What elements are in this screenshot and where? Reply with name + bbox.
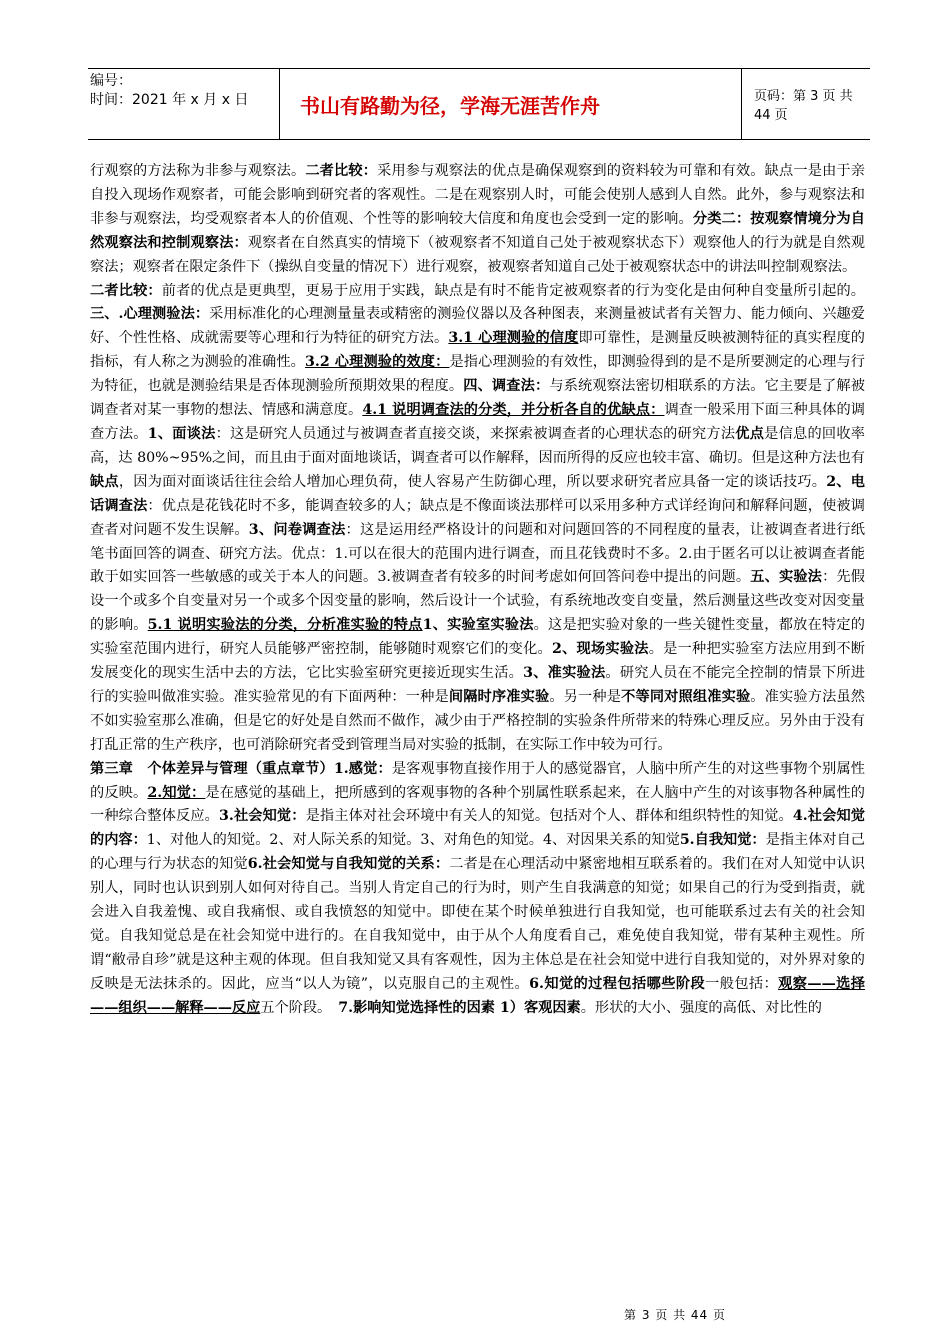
underlined-heading: 2.知觉： (147, 784, 206, 801)
text-run: ：这是运用经严格设计的问题和对问题回答的不同程度的量表，让被调查者进行纸笔书面回答的调查、研究方法。优点：1.可以在很大的范围内进行调查，而且花钱费时不多。2.由于匿名可以让被调查者能敢于如实回答一些敏感的或关于本人的问题。3.被调查者有较多的时间考虑如何回答问卷中提出的问题。 (90, 521, 865, 586)
text-run: 。研究人员在不能完全控制的情景下所进行的实验叫做准实验。准实验常见的有下面两种：一种是 (90, 665, 865, 705)
bold-heading: 二者比较： (90, 282, 162, 299)
text-run: 是指主体对自己的心理与行为状态的知觉 (90, 832, 865, 873)
bold-term: 间隔时序准实验 (448, 688, 550, 705)
text-run: ，因为面对面谈话往往会给人增加心理负荷，使人容易产生防御心理，所以要求研究者应具备一定的谈话技巧。 (118, 473, 827, 490)
document-body (90, 160, 865, 1296)
body-paragraph (90, 160, 865, 758)
text-run: 二者是在心理活动中紧密地相互联系着的。我们在对人知觉中认识别人，同时也认识到别人如何对待自己。当别人肯定自己的行为时，则产生自我满意的知觉；如果自己的行为受到指责，就会进入自我羞愧、或自我痛恨、或自我愤怒的知觉中。即使在某个时候单独进行自我知觉，也可能联系过去有关的社会知觉。自我知觉总是在社会知觉中进行的。在自我知觉中，由于从个人角度看自己，难免使自我知觉，带有某种主观性。所谓“敝帚自珍”就是这种主观的体现。但自我知觉又具有客观性，因为主体总是在社会知觉中进行自我知觉的，对外界对象的反映是无法抹杀的。因此，应当“以人为镜”，以克服自己的主观性。 (90, 856, 865, 992)
bold-heading: 3、问卷调查法 (248, 521, 346, 538)
underlined-heading: 3.2 心理测验的效度： (305, 354, 450, 371)
header-meta (88, 69, 280, 139)
text-run: ：这是研究人员通过与被调查者直接交谈，来探索被调查者的心理状态的研究方法 (215, 425, 736, 442)
text-run: 是客观事物直接作用于人的感觉器官，人脑中所产生的对这些事物个别属性的反映。 (90, 760, 865, 801)
bold-heading: 四、调查法： (463, 378, 550, 395)
text-run: 。准实验方法虽然不如实验室那么准确，但是它的好处是自然而不做作，减少由于严格控制的实验条件所带来的特殊心理反应。另外由于没有打乱正常的生产秩序，也可消除研究者受到管理当局对实验的抵制，在实际工作中较为可行。 (90, 688, 865, 753)
chapter-heading: 第三章 个体差异与管理（重点章节）1.感觉： (90, 760, 392, 777)
text-run: 是信息的回收率高，达 80%~95%之间，而且由于面对面地谈话，调查者可以作解释，因而所得的反应也较丰富、确切。但是这种方法也有 (90, 425, 865, 466)
bold-heading: 4.社会知觉的内容： (90, 808, 865, 849)
document-date: 时间：2021 年 x 月 x 日 (90, 92, 249, 108)
text-run: 前者的优点是更典型，更易于应用于实践，缺点是有时不能肯定被观察者的行为变化是由何种自变量所引起的。 (161, 282, 865, 299)
body-paragraph (90, 758, 865, 1021)
bold-heading: 二者比较： (305, 163, 378, 179)
bold-heading: 五、实验法 (750, 569, 823, 586)
underlined-heading: 5.1 说明实验法的分类，分析准实验的特点 (147, 617, 423, 634)
text-run: 行观察的方法称为非参与观察法。 (90, 163, 306, 179)
text-run: ：先假设一个或多个自变量对另一个或多个因变量的影响，然后设计一个试验，有系统地改变自变量，然后测量这些改变对因变量的影响。 (90, 569, 865, 634)
text-run: 采用参与观察法的优点是确保观察到的资料较为可靠和有效。缺点一是由于亲自投入现场作观察者，可能会影响到研究者的客观性。二是在观察别人时，可能会使别人感到人自然。此外，参与观察法和非参与观察法，均受观察者本人的价值观、个性等的影响较大信度和角度也会受到一定的影响。 (90, 163, 865, 227)
text-run: 。形状的大小、强度的高低、对比性的 (580, 999, 822, 1016)
text-run: 。另一种是 (549, 688, 622, 705)
text-run: ：优点是花钱花时不多，能调查较多的人；缺点是不像面谈法那样可以采用多种方式详经询问和解释问题，使被调查者对问题不发生误解。 (90, 497, 865, 538)
text-run: 。这是把实验对象的一些关键性变量，都放在特定的实验室范围内进行，研究人员能够严密控制，能够随时观察它们的变化。 (90, 617, 865, 658)
bold-heading: 分类二：按观察情境分为自然观察法和控制观察法： (90, 210, 865, 251)
text-run: 1、对他人的知觉。2、对人际关系的知觉。3、对角色的知觉。4、对因果关系的知觉 (146, 832, 680, 849)
text-run: 是指主体对社会环境中有关人的知觉。包括对个人、群体和组织特性的知觉。 (305, 808, 793, 825)
bold-heading: 1、面谈法 (147, 425, 216, 442)
bold-heading: 5.自我知觉： (679, 832, 766, 849)
text-run: 采用标准化的心理测量量表或精密的测验仪器以及各种图表，来测量被试者有关智力、能力倾向、兴趣爱好、个性性格、成就需要等心理和行为特征的研究方法。 (90, 306, 865, 347)
bold-heading: 3.社会知觉： (218, 808, 306, 825)
bold-heading: 6.知觉的过程包括哪些阶段 (529, 975, 706, 992)
text-run: 调查一般采用下面三种具体的调查方法。 (90, 402, 865, 442)
underlined-heading: 4.1 说明调查法的分类，并分析各自的优缺点： (362, 402, 665, 419)
text-run: 。是一种把实验室方法应用到不断发展变化的现实生活中去的方法，它比实验室研究更接近现实生活。 (90, 641, 865, 682)
bold-heading: 2、现场实验法 (551, 641, 649, 658)
bold-term: 不等同对照组准实验 (621, 688, 751, 705)
bold-term: 优点 (735, 425, 765, 442)
bold-heading: 6.社会知觉与自我知觉的关系： (247, 856, 450, 873)
bold-heading: 三、.心理测验法： (90, 306, 210, 323)
bold-term: 缺点 (90, 473, 119, 490)
document-number-label: 编号： (90, 73, 132, 89)
bold-heading: 7.影响知觉选择性的因素 1）客观因素 (338, 999, 581, 1016)
text-run: 五个阶段。 (260, 999, 339, 1016)
text-run: 是指心理测验的有效性，即测验得到的是不是所要测定的心理与行为特征，也就是测验结果是否体现测验所预期效果的程度。 (90, 354, 865, 395)
header-page-code: 页码：第 3 页 共 44 页 (754, 89, 853, 123)
text-run: 即可靠性，是测量反映被测特征的真实程度的指标，有人称之为测验的准确性。 (90, 330, 865, 371)
page-footer: 第 3 页 共 44 页 (624, 1308, 726, 1322)
text-run: 与系统观察法密切相联系的方法。它主要是了解被调查者对某一事物的想法、情感和满意度。 (90, 378, 865, 419)
text-run: 是在感觉的基础上，把所感到的客观事物的各种个别属性联系起来，在人脑中产生的对该事物各种属性的一种综合整体反应。 (90, 784, 865, 825)
underlined-heading: 3.1 心理测验的信度 (448, 330, 579, 347)
text-run: 观察者在自然真实的情境下（被观察者不知道自己处于被观察状态下）观察他人的行为就是自然观察法；观察者在限定条件下（操纵自变量的情况下）进行观察，被观察者知道自己处于被观察状态中的讲法叫控制观察法。 (90, 234, 865, 275)
bold-heading: 3、准实验法 (523, 665, 606, 682)
bold-heading: 1、实验室实验法 (422, 617, 534, 634)
page-header (88, 68, 870, 140)
header-motto: 书山有路勤为径，学海无涯苦作舟 (280, 69, 742, 139)
underlined-heading: 观察——选择——组织——解释——反应 (90, 975, 865, 1016)
text-run: 一般包括： (705, 975, 779, 992)
bold-heading: 2、电话调查法 (90, 473, 865, 514)
